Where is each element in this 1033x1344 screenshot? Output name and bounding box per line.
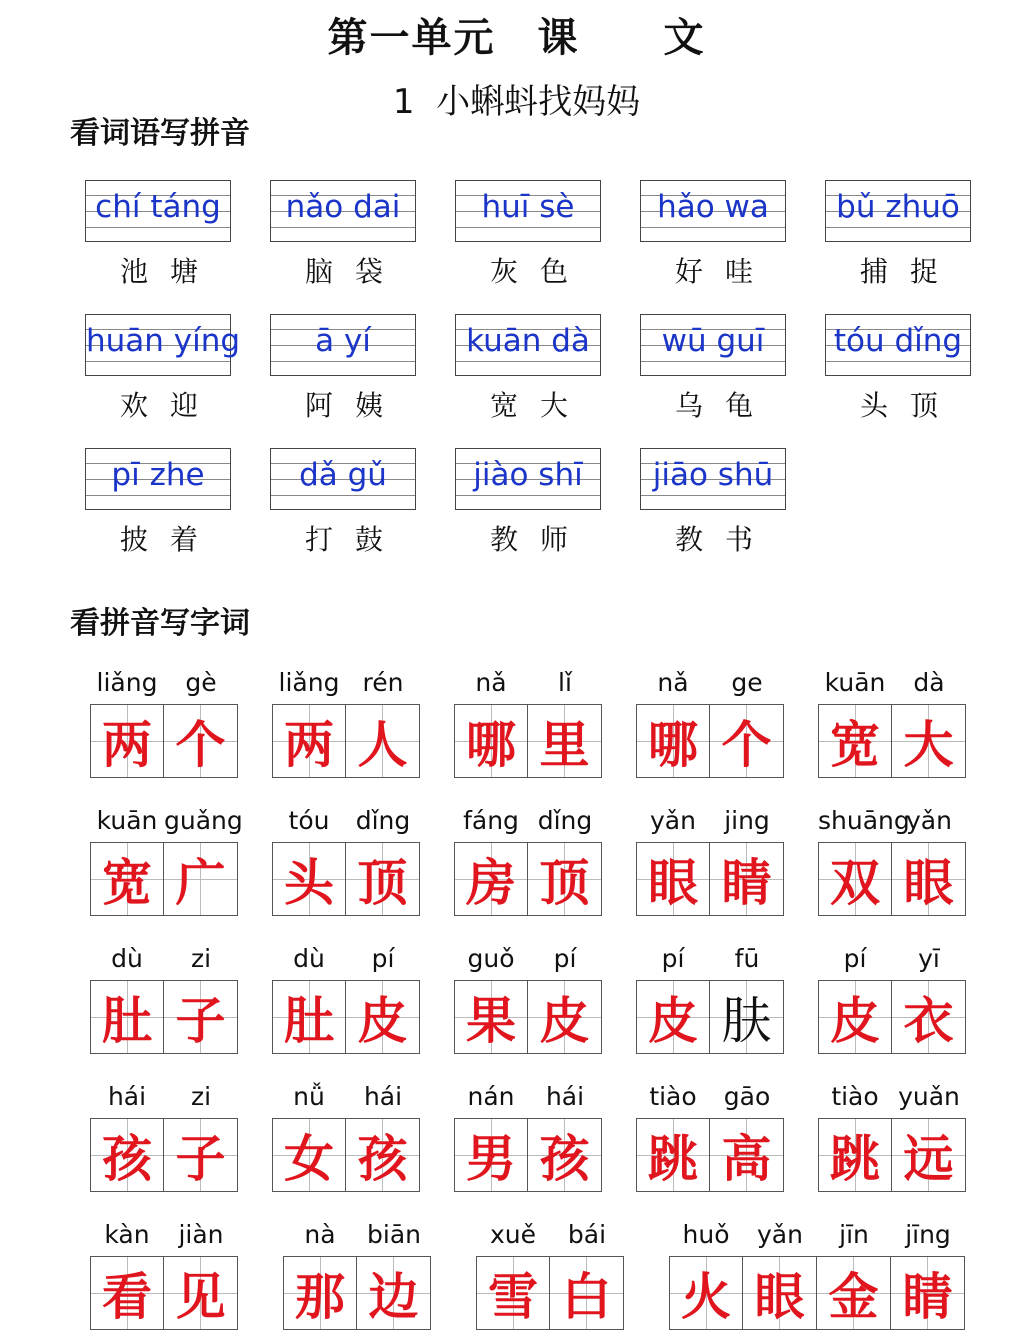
tianzige-cell[interactable]: 皮 bbox=[528, 980, 602, 1054]
tianzige-cell[interactable]: 衣 bbox=[892, 980, 966, 1054]
pinyin-box[interactable] bbox=[85, 448, 231, 510]
pinyin-label: gè bbox=[185, 668, 217, 697]
pinyin-label: yuǎn bbox=[898, 1082, 960, 1111]
char-item bbox=[90, 944, 238, 1054]
tianzige-cell[interactable]: 远 bbox=[892, 1118, 966, 1192]
pinyin-label: nà bbox=[304, 1220, 336, 1249]
char-item bbox=[90, 668, 238, 778]
pinyin-label: jīn bbox=[839, 1220, 869, 1249]
tianzige-cell[interactable]: 眼 bbox=[636, 842, 710, 916]
pinyin-item bbox=[455, 448, 603, 558]
tianzige-cell[interactable]: 顶 bbox=[346, 842, 420, 916]
pinyin-box[interactable] bbox=[640, 314, 786, 376]
tianzige-cell[interactable]: 肚 bbox=[272, 980, 346, 1054]
char-item bbox=[272, 1082, 420, 1192]
pinyin-item bbox=[640, 180, 788, 290]
tianzige-cell[interactable]: 两 bbox=[90, 704, 164, 778]
pinyin-row-1 bbox=[85, 180, 1010, 290]
lesson-title: 1 小蝌蚪找妈妈 bbox=[392, 82, 641, 122]
pinyin-label: gāo bbox=[723, 1082, 771, 1111]
pinyin-label: lǐ bbox=[558, 668, 572, 697]
pinyin-box[interactable] bbox=[640, 180, 786, 242]
tianzige-cell[interactable]: 孩 bbox=[528, 1118, 602, 1192]
pinyin-box[interactable] bbox=[270, 448, 416, 510]
pinyin-label: tiào bbox=[649, 1082, 697, 1111]
pinyin-box[interactable] bbox=[270, 314, 416, 376]
pinyin-item bbox=[270, 180, 418, 290]
pinyin-label: guǒ bbox=[467, 944, 515, 973]
pinyin-label: xuě bbox=[489, 1220, 537, 1249]
pinyin-label: pí bbox=[371, 944, 395, 973]
pinyin-box[interactable] bbox=[85, 180, 231, 242]
tianzige-cell[interactable]: 哪 bbox=[636, 704, 710, 778]
section-heading-characters: 看拼音写字词 bbox=[70, 606, 250, 641]
pinyin-label: dà bbox=[913, 668, 945, 697]
pinyin-item bbox=[270, 314, 418, 424]
tianzige-cell[interactable]: 皮 bbox=[818, 980, 892, 1054]
pinyin-label: liǎng bbox=[96, 668, 158, 697]
tianzige-cell[interactable]: 女 bbox=[272, 1118, 346, 1192]
pinyin-label: dǐng bbox=[355, 806, 411, 835]
pinyin-label: jing bbox=[724, 806, 770, 835]
char-item bbox=[90, 1220, 238, 1330]
pinyin-row-3 bbox=[85, 448, 825, 558]
pinyin-answer: chí táng bbox=[95, 189, 221, 225]
pinyin-label: jiàn bbox=[178, 1220, 224, 1249]
pinyin-answer: huī sè bbox=[481, 189, 575, 225]
pinyin-item bbox=[455, 180, 603, 290]
pinyin-label: kuān bbox=[824, 668, 886, 697]
word-label: 宽大 bbox=[489, 389, 590, 422]
tianzige-cell[interactable]: 边 bbox=[357, 1256, 431, 1330]
pinyin-label: huǒ bbox=[682, 1220, 730, 1249]
pinyin-answer: nǎo dai bbox=[285, 189, 401, 225]
pinyin-item bbox=[825, 180, 973, 290]
pinyin-label: bái bbox=[567, 1220, 607, 1249]
char-row-4 bbox=[90, 1082, 1000, 1192]
pinyin-answer: tóu dǐng bbox=[833, 323, 963, 359]
tianzige-cell[interactable]: 眼 bbox=[892, 842, 966, 916]
pinyin-answer: huān yíng bbox=[86, 323, 241, 359]
tianzige-cell[interactable]: 双 bbox=[818, 842, 892, 916]
pinyin-label: yǎn bbox=[906, 806, 952, 835]
pinyin-label: liǎng bbox=[278, 668, 340, 697]
pinyin-box[interactable] bbox=[455, 180, 601, 242]
pinyin-box[interactable] bbox=[455, 314, 601, 376]
pinyin-label: dù bbox=[111, 944, 143, 973]
pinyin-label: rén bbox=[362, 668, 404, 697]
pinyin-label: jīng bbox=[905, 1220, 951, 1249]
pinyin-answer: wū guī bbox=[661, 323, 765, 359]
pinyin-item bbox=[85, 314, 241, 424]
char-row-5 bbox=[90, 1220, 999, 1330]
char-item bbox=[454, 944, 602, 1054]
pinyin-item bbox=[640, 314, 788, 424]
pinyin-label: hái bbox=[363, 1082, 403, 1111]
tianzige-cell[interactable]: 孩 bbox=[346, 1118, 420, 1192]
char-item bbox=[476, 1220, 624, 1330]
pinyin-label: dǐng bbox=[537, 806, 593, 835]
char-item bbox=[454, 806, 602, 916]
tianzige-cell[interactable]: 跳 bbox=[636, 1118, 710, 1192]
tianzige-cell[interactable]: 肚 bbox=[90, 980, 164, 1054]
pinyin-label: nǎ bbox=[657, 668, 689, 697]
pinyin-label: nǎ bbox=[475, 668, 507, 697]
pinyin-label: hái bbox=[545, 1082, 585, 1111]
word-label: 披着 bbox=[119, 523, 220, 556]
pinyin-label: zi bbox=[190, 944, 212, 973]
pinyin-answer: jiāo shū bbox=[652, 457, 774, 493]
char-row-3 bbox=[90, 944, 1000, 1054]
word-label: 教师 bbox=[489, 523, 590, 556]
char-row-2 bbox=[90, 806, 1000, 916]
pinyin-box[interactable] bbox=[85, 314, 241, 376]
char-item bbox=[272, 806, 420, 916]
tianzige-cell[interactable]: 睛 bbox=[891, 1256, 965, 1330]
tianzige-cell[interactable]: 房 bbox=[454, 842, 528, 916]
pinyin-item bbox=[455, 314, 603, 424]
char-item bbox=[454, 1082, 602, 1192]
pinyin-item bbox=[85, 448, 233, 558]
char-row-1 bbox=[90, 668, 1000, 778]
pinyin-answer: ā yí bbox=[315, 323, 371, 359]
char-item bbox=[636, 1082, 784, 1192]
tianzige-cell[interactable]: 火 bbox=[669, 1256, 743, 1330]
word-label: 打鼓 bbox=[304, 523, 405, 556]
tianzige-cell[interactable]: 个 bbox=[164, 704, 238, 778]
char-item-idiom bbox=[669, 1220, 965, 1330]
pinyin-label: pí bbox=[843, 944, 867, 973]
tianzige-cell[interactable]: 宽 bbox=[90, 842, 164, 916]
word-label: 乌龟 bbox=[674, 389, 775, 422]
pinyin-item bbox=[85, 180, 233, 290]
tianzige-cell[interactable]: 眼 bbox=[743, 1256, 817, 1330]
char-item bbox=[90, 1082, 238, 1192]
word-label: 池塘 bbox=[119, 255, 220, 288]
tianzige-cell[interactable]: 那 bbox=[283, 1256, 357, 1330]
word-label: 好哇 bbox=[674, 255, 775, 288]
pinyin-label: tiào bbox=[831, 1082, 879, 1111]
pinyin-label: kuān bbox=[96, 806, 158, 835]
char-item bbox=[636, 668, 784, 778]
char-item bbox=[818, 806, 966, 916]
pinyin-box[interactable] bbox=[825, 314, 971, 376]
word-label: 捕捉 bbox=[859, 255, 960, 288]
tianzige-cell[interactable]: 果 bbox=[454, 980, 528, 1054]
pinyin-answer: bǔ zhuō bbox=[836, 189, 960, 225]
tianzige-cell[interactable]: 看 bbox=[90, 1256, 164, 1330]
tianzige-cell[interactable]: 皮 bbox=[636, 980, 710, 1054]
tianzige-cell[interactable]: 子 bbox=[164, 980, 238, 1054]
word-label: 欢迎 bbox=[119, 389, 220, 422]
tianzige-cell[interactable]: 里 bbox=[528, 704, 602, 778]
pinyin-label: guǎng bbox=[164, 806, 243, 835]
pinyin-box[interactable] bbox=[640, 448, 786, 510]
pinyin-label: dù bbox=[293, 944, 325, 973]
pinyin-label: tóu bbox=[288, 806, 330, 835]
tianzige-cell[interactable]: 顶 bbox=[528, 842, 602, 916]
pinyin-label: pí bbox=[661, 944, 685, 973]
tianzige-cell[interactable]: 雪 bbox=[476, 1256, 550, 1330]
tianzige-cell[interactable]: 宽 bbox=[818, 704, 892, 778]
tianzige-cell[interactable]: 皮 bbox=[346, 980, 420, 1054]
pinyin-label: yī bbox=[918, 944, 940, 973]
word-label: 教书 bbox=[674, 523, 775, 556]
pinyin-box[interactable] bbox=[270, 180, 416, 242]
pinyin-label: zi bbox=[190, 1082, 212, 1111]
pinyin-row-2 bbox=[85, 314, 1010, 424]
pinyin-answer: jiào shī bbox=[473, 457, 583, 493]
char-item bbox=[283, 1220, 431, 1330]
tianzige-cell[interactable]: 白 bbox=[550, 1256, 624, 1330]
pinyin-label: pí bbox=[553, 944, 577, 973]
pinyin-label: shuāng bbox=[818, 806, 910, 835]
tianzige-cell[interactable]: 广 bbox=[164, 842, 238, 916]
char-item bbox=[636, 806, 784, 916]
pinyin-label: fáng bbox=[463, 806, 519, 835]
tianzige-cell[interactable]: 两 bbox=[272, 704, 346, 778]
pinyin-answer: pī zhe bbox=[111, 457, 205, 493]
pinyin-label: yǎn bbox=[650, 806, 696, 835]
pinyin-item bbox=[640, 448, 788, 558]
char-item bbox=[636, 944, 784, 1054]
char-item bbox=[272, 944, 420, 1054]
pinyin-label: biān bbox=[367, 1220, 421, 1249]
word-label: 头顶 bbox=[859, 389, 960, 422]
char-item bbox=[272, 668, 420, 778]
pinyin-label: kàn bbox=[104, 1220, 150, 1249]
pinyin-label: nǚ bbox=[293, 1082, 325, 1111]
tianzige-cell[interactable]: 金 bbox=[817, 1256, 891, 1330]
pinyin-answer: dǎ gǔ bbox=[299, 457, 387, 493]
tianzige-cell[interactable]: 个 bbox=[710, 704, 784, 778]
unit-title: 第一单元 课 文 bbox=[327, 15, 706, 61]
pinyin-box[interactable] bbox=[455, 448, 601, 510]
pinyin-label: ge bbox=[731, 668, 763, 697]
char-item bbox=[818, 1082, 966, 1192]
pinyin-box[interactable] bbox=[825, 180, 971, 242]
pinyin-label: nán bbox=[467, 1082, 515, 1111]
pinyin-item bbox=[825, 314, 973, 424]
tianzige-cell[interactable]: 见 bbox=[164, 1256, 238, 1330]
tianzige-cell[interactable]: 头 bbox=[272, 842, 346, 916]
tianzige-cell[interactable]: 哪 bbox=[454, 704, 528, 778]
pinyin-answer: kuān dà bbox=[466, 323, 590, 359]
tianzige-cell[interactable]: 孩 bbox=[90, 1118, 164, 1192]
word-label: 脑袋 bbox=[304, 255, 405, 288]
pinyin-label: yǎn bbox=[757, 1220, 803, 1249]
char-item bbox=[818, 944, 966, 1054]
word-label: 灰色 bbox=[489, 255, 590, 288]
tianzige-cell[interactable]: 睛 bbox=[710, 842, 784, 916]
tianzige-cell[interactable]: 高 bbox=[710, 1118, 784, 1192]
pinyin-label: hái bbox=[107, 1082, 147, 1111]
word-label: 阿姨 bbox=[304, 389, 405, 422]
char-item bbox=[90, 806, 243, 916]
tianzige-cell[interactable]: 男 bbox=[454, 1118, 528, 1192]
pinyin-item bbox=[270, 448, 418, 558]
tianzige-cell[interactable]: 人 bbox=[346, 704, 420, 778]
pinyin-label: fū bbox=[734, 944, 760, 973]
tianzige-cell[interactable]: 大 bbox=[892, 704, 966, 778]
char-item bbox=[818, 668, 966, 778]
tianzige-cell[interactable]: 子 bbox=[164, 1118, 238, 1192]
tianzige-cell[interactable]: 跳 bbox=[818, 1118, 892, 1192]
tianzige-cell[interactable]: 肤 bbox=[710, 980, 784, 1054]
section-heading-pinyin: 看词语写拼音 bbox=[70, 116, 250, 151]
char-item bbox=[454, 668, 602, 778]
pinyin-answer: hǎo wa bbox=[657, 189, 769, 225]
